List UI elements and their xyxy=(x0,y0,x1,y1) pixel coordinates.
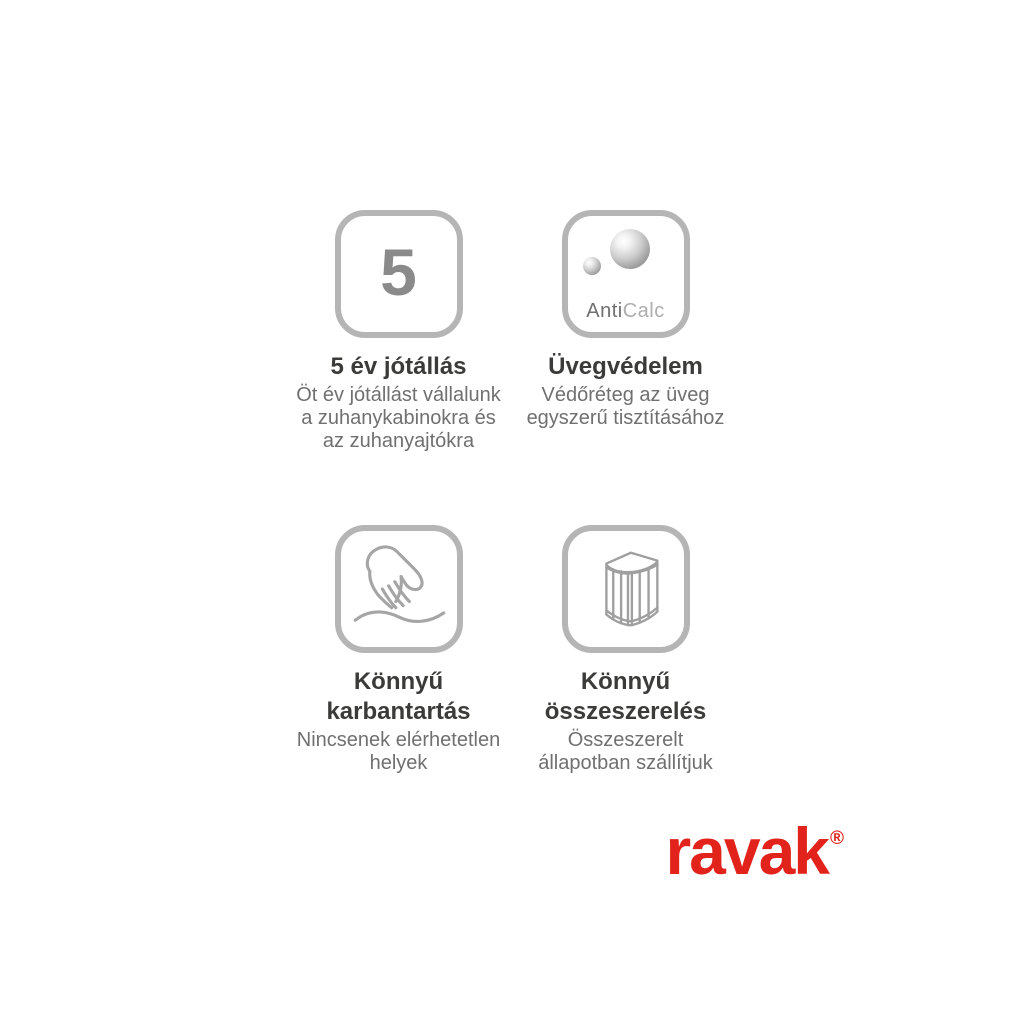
number-5-glyph: 5 xyxy=(380,235,417,309)
warranty-5-badge-icon xyxy=(335,210,463,338)
feature-warranty-title: 5 év jótállás xyxy=(330,353,467,380)
feature-maintenance xyxy=(285,525,512,775)
feature-glass-protection-description: Védőréteg az üveg egyszerű tisztításához xyxy=(526,384,725,429)
feature-warranty-description: Öt év jótállást vállalunk a zuhanykabinokra és az zuhanyajtókra xyxy=(296,384,501,452)
feature-glass-protection xyxy=(512,210,739,453)
anticalc-label xyxy=(568,301,684,321)
feature-maintenance-title: Könnyű karbantartás xyxy=(326,668,471,725)
anticalc-label-calc: Calc xyxy=(622,300,665,322)
water-drop-small-icon xyxy=(583,257,601,275)
feature-assembly xyxy=(512,525,739,775)
anticalc-icon xyxy=(562,210,690,338)
shower-cabin-icon xyxy=(562,525,690,653)
ravak-logo-text: ravak xyxy=(665,814,828,888)
feature-glass-protection-title: Üvegvédelem xyxy=(548,353,703,380)
feature-grid xyxy=(285,210,739,775)
feature-assembly-description: Összeszerelt állapotban szállítjuk xyxy=(538,729,713,774)
feature-assembly-title: Könnyű összeszerelés xyxy=(544,668,707,725)
water-drop-large-icon xyxy=(610,229,650,269)
anticalc-label-anti: Anti xyxy=(586,300,623,322)
feature-maintenance-description: Nincsenek elérhetetlen helyek xyxy=(296,729,501,774)
hand-wipe-icon-drawing xyxy=(347,537,451,641)
registered-trademark-icon: ® xyxy=(830,828,844,849)
ravak-logo xyxy=(665,814,844,888)
shower-cabin-icon-drawing xyxy=(577,540,675,638)
feature-warranty xyxy=(285,210,512,453)
hand-wipe-icon xyxy=(335,525,463,653)
